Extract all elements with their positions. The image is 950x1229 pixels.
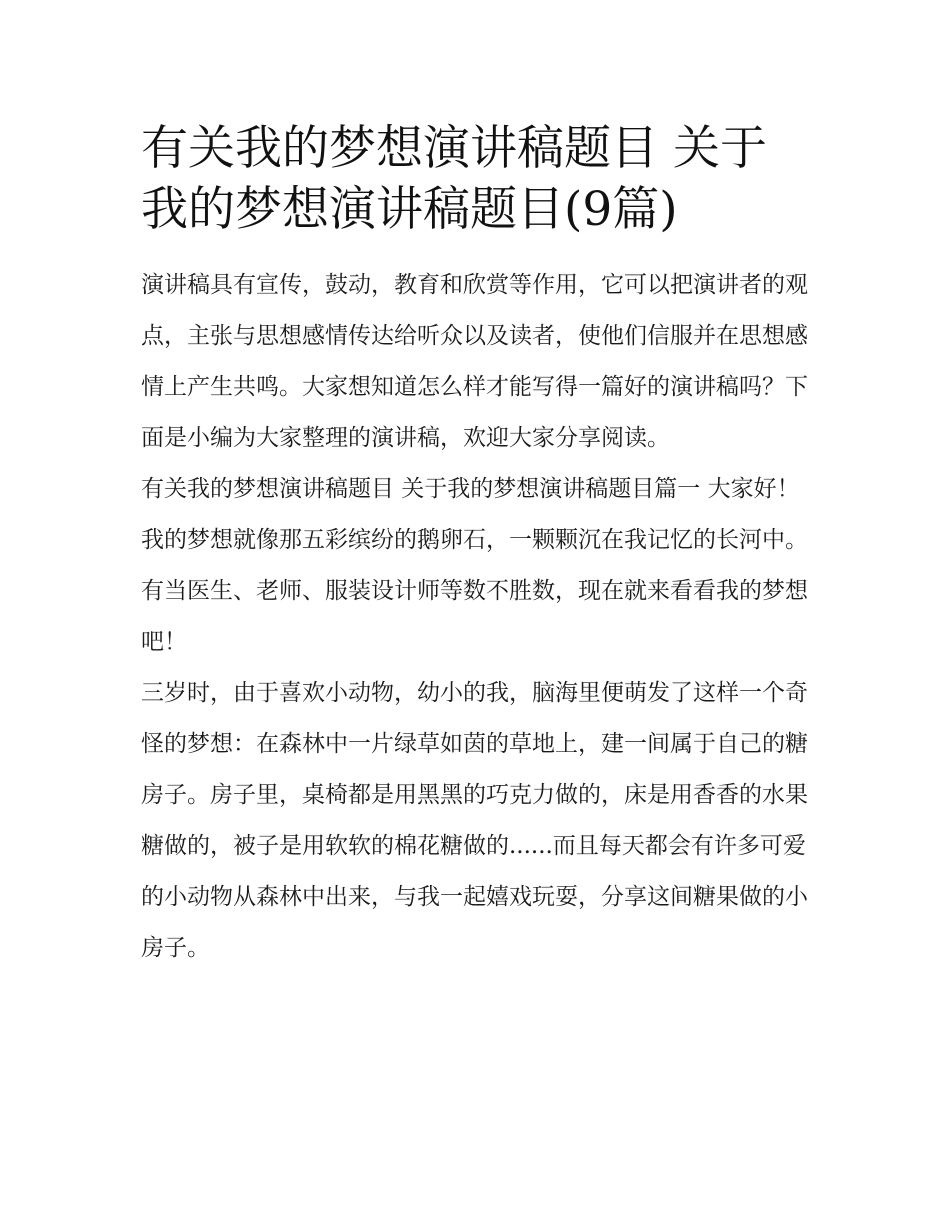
document-page (141, 118, 813, 974)
section-heading-paragraph: 有关我的梦想演讲稿题目 关于我的梦想演讲稿题目篇一 大家好！ (141, 476, 800, 502)
body-paragraph: 我的梦想就像那五彩缤纷的鹅卵石，一颗颗沉在我记忆的长河中。有当医生、老师、服装设计师等数不胜数，现在就来看看我的梦想吧！ (141, 527, 808, 655)
document-title: 有关我的梦想演讲稿题目 关于我的梦想演讲稿题目(9篇) (141, 121, 767, 237)
intro-paragraph: 演讲稿具有宣传，鼓动，教育和欣赏等作用，它可以把演讲者的观点，主张与思想感情传达给听众以及读者，使他们信服并在思想感情上产生共鸣。大家想知道怎么样才能写得一篇好的演讲稿吗？下面是小编为大家整理的演讲稿，欢迎大家分享阅读。 (141, 272, 808, 451)
body-paragraph: 三岁时，由于喜欢小动物，幼小的我，脑海里便萌发了这样一个奇怪的梦想：在森林中一片绿草如茵的草地上，建一间属于自己的糖房子。房子里，桌椅都是用黑黑的巧克力做的，床是用香香的水果糖做的，被子是用软软的棉花糖做的......而且每天都会有许多可爱的小动物从森林中出来，与我一起嬉戏玩耍，分享这间糖果做的小房子。 (141, 680, 808, 961)
document-body (141, 260, 813, 974)
